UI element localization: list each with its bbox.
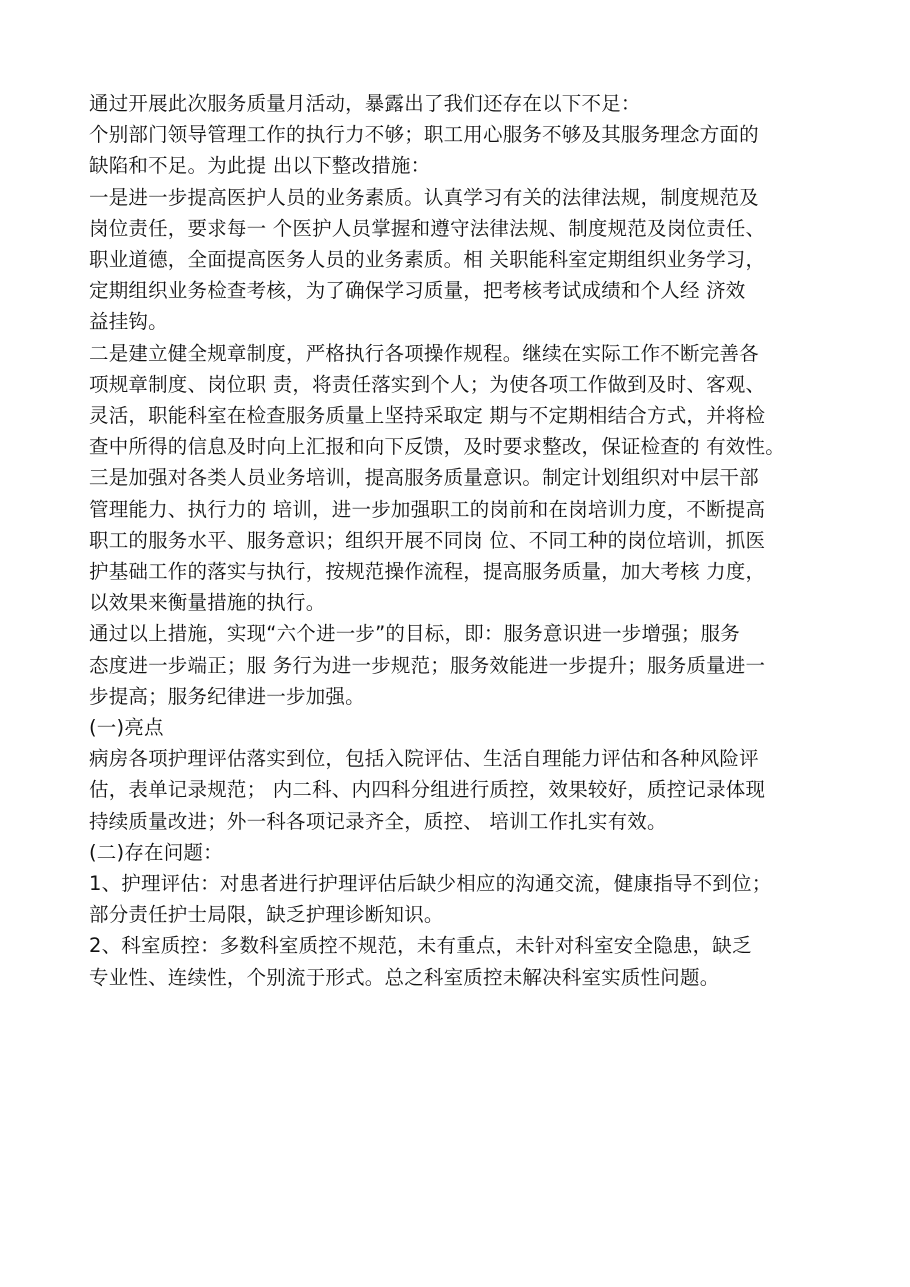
text-line: 一是进一步提高医护人员的业务素质。认真学习有关的法律法规，制度规范及 [89,185,759,209]
text-line: 岗位责任，要求每一 个医护人员掌握和遵守法律法规、制度规范及岗位责任、 [89,216,766,240]
text-line: 以效果来衡量措施的执行。 [89,591,326,615]
section-heading: (一)亮点 [89,716,164,740]
text-line: 估，表单记录规范； 内二科、内四科分组进行质控，效果较好，质控记录体现 [89,778,766,802]
text-line: 病房各项护理评估落实到位，包括入院评估、生活自理能力评估和各种风险评 [89,747,759,771]
text-line: 步提高；服务纪律进一步加强。 [89,684,365,708]
text-line: 益挂钩。 [89,310,168,334]
text-line: 部分责任护士局限，缺乏护理诊断知识。 [89,903,444,927]
text-line: 态度进一步端正；服 务行为进一步规范；服务效能进一步提升；服务质量进一 [89,653,766,677]
document-page [89,88,849,993]
text-line: 缺陷和不足。为此提 出以下整改措施： [89,154,431,178]
text-line: 定期组织业务检查考核，为了确保学习质量，把考核考试成绩和个人经 济效 [89,279,746,303]
text-line: 1、护理评估：对患者进行护理评估后缺少相应的沟通交流，健康指导不到位； [89,872,772,896]
text-line: 职业道德，全面提高医务人员的业务素质。相 关职能科室定期组织业务学习， [89,248,766,272]
text-line: 2、科室质控：多数科室质控不规范，未有重点，未针对科室安全隐患，缺乏 [89,934,752,958]
text-line: 通过开展此次服务质量月活动，暴露出了我们还存在以下不足： [89,92,641,115]
text-line: 三是加强对各类人员业务培训，提高服务质量意识。制定计划组织对中层干部 [89,466,759,490]
text-line: 持续质量改进；外一科各项记录齐全，质控、 培训工作扎实有效。 [89,809,667,833]
section-heading: (二)存在问题： [89,840,223,864]
text-line: 通过以上措施，实现“六个进一步”的目标，即：服务意识进一步增强；服务 [89,622,741,646]
text-line: 查中所得的信息及时向上汇报和向下反馈，及时要求整改，保证检查的 有效性。 [89,435,785,459]
text-line: 职工的服务水平、服务意识；组织开展不同岗 位、不同工种的岗位培训，抓医 [89,528,766,552]
text-line: 专业性、连续性，个别流于形式。总之科室质控未解决科室实质性问题。 [89,965,720,989]
text-line: 二是建立健全规章制度，严格执行各项操作规程。继续在实际工作不断完善各 [89,341,759,365]
text-line: 个别部门领导管理工作的执行力不够；职工用心服务不够及其服务理念方面的 [89,123,759,147]
text-line: 项规章制度、岗位职 责，将责任落实到个人；为使各项工作做到及时、客观、 [89,372,766,396]
text-line: 护基础工作的落实与执行，按规范操作流程，提高服务质量，加大考核 力度， [89,560,766,584]
text-line: 管理能力、执行力的 培训，进一步加强职工的岗前和在岗培训力度，不断提高 [89,497,766,521]
text-line: 灵活，职能科室在检查服务质量上坚持采取定 期与不定期相结合方式，并将检 [89,404,766,428]
